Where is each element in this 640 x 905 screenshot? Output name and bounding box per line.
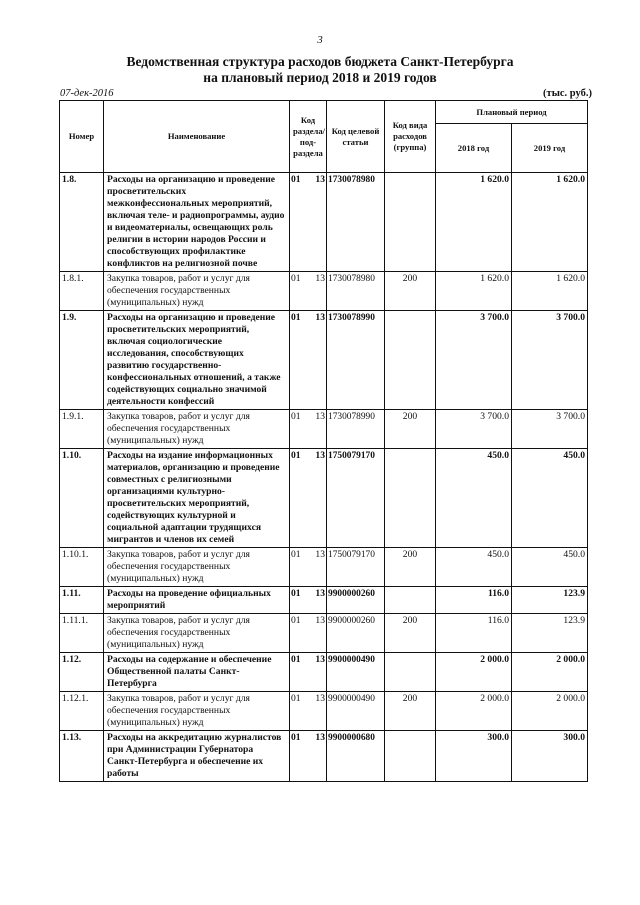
header-number: Номер: [60, 101, 104, 173]
row-csr-code: 1730078980: [327, 272, 385, 311]
row-csr-code: 9900000260: [327, 614, 385, 653]
row-vr-code: 200: [385, 410, 436, 449]
row-name: Расходы на организацию и проведение просветительских мероприятий, включая социологические исследования, способствующих развитию государственно-конфессиональных отношений, а также содействующих социально значимой деятельности конфессий: [104, 311, 290, 410]
document-title: [0, 54, 640, 86]
row-razdel: [290, 731, 327, 782]
row-name: Закупка товаров, работ и услуг для обеспечения государственных (муниципальных) нужд: [104, 692, 290, 731]
row-amount-2019: 123.9: [512, 614, 588, 653]
row-razdel: [290, 548, 327, 587]
row-name: Расходы на организацию и проведение просветительских межконфессиональных мероприятий, включая теле- и радиопрограммы, аудио и видеоматериалы, освещающих роль религии в истории народов России и способствующих профилактике конфликтов на религиозной почве: [104, 173, 290, 272]
razdel-codes: [291, 174, 325, 186]
podrazdel-code: 13: [315, 654, 325, 665]
row-csr-code: 1730078990: [327, 410, 385, 449]
table-row-sub: [60, 272, 588, 311]
table-row-main: [60, 587, 588, 614]
row-csr-code: 1750079170: [327, 449, 385, 548]
row-vr-code: 200: [385, 614, 436, 653]
razdel-code: 01: [291, 693, 301, 704]
row-amount-2019: 1 620.0: [512, 272, 588, 311]
header-vr: Код вида расходов (группа): [385, 101, 436, 173]
row-number: 1.9.1.: [60, 410, 104, 449]
header-2019: 2019 год: [512, 124, 588, 173]
document-date: 07-дек-2016: [60, 88, 114, 99]
row-number: 1.12.1.: [60, 692, 104, 731]
row-amount-2018: 3 700.0: [436, 311, 512, 410]
podrazdel-code: 13: [315, 693, 325, 704]
row-number: 1.10.: [60, 449, 104, 548]
header-csr: Код целевой статьи: [327, 101, 385, 173]
table-row-main: [60, 653, 588, 692]
row-amount-2019: 2 000.0: [512, 692, 588, 731]
row-amount-2019: 2 000.0: [512, 653, 588, 692]
table-row-sub: [60, 614, 588, 653]
razdel-code: 01: [291, 273, 301, 284]
row-amount-2018: 116.0: [436, 614, 512, 653]
header-2018: 2018 год: [436, 124, 512, 173]
row-vr-code: [385, 449, 436, 548]
row-razdel: [290, 653, 327, 692]
table-row-main: [60, 449, 588, 548]
razdel-code: 01: [291, 312, 301, 323]
table-body: [60, 173, 588, 782]
units-label: (тыс. руб.): [543, 88, 592, 99]
podrazdel-code: 13: [315, 549, 325, 560]
row-razdel: [290, 692, 327, 731]
row-amount-2018: 116.0: [436, 587, 512, 614]
table-row-main: [60, 173, 588, 272]
row-csr-code: 1730078980: [327, 173, 385, 272]
row-amount-2019: 3 700.0: [512, 410, 588, 449]
row-vr-code: 200: [385, 272, 436, 311]
row-vr-code: 200: [385, 692, 436, 731]
title-line-2: на плановый период 2018 и 2019 годов: [203, 70, 437, 85]
header-razdel: Код раздела/ под-раздела: [290, 101, 327, 173]
row-name: Расходы на проведение официальных мероприятий: [104, 587, 290, 614]
row-vr-code: [385, 173, 436, 272]
header-plan-period: Плановый период: [436, 101, 588, 124]
row-amount-2018: 300.0: [436, 731, 512, 782]
budget-table: [59, 100, 588, 782]
row-number: 1.11.: [60, 587, 104, 614]
row-vr-code: 200: [385, 548, 436, 587]
header-name: Наименование: [104, 101, 290, 173]
podrazdel-code: 13: [315, 588, 325, 599]
razdel-codes: [291, 732, 325, 744]
page-number: 3: [317, 34, 323, 46]
razdel-code: 01: [291, 174, 301, 185]
row-name: Закупка товаров, работ и услуг для обеспечения государственных (муниципальных) нужд: [104, 548, 290, 587]
row-number: 1.8.1.: [60, 272, 104, 311]
row-razdel: [290, 614, 327, 653]
razdel-code: 01: [291, 588, 301, 599]
row-amount-2018: 450.0: [436, 548, 512, 587]
row-razdel: [290, 449, 327, 548]
row-vr-code: [385, 731, 436, 782]
row-razdel: [290, 173, 327, 272]
razdel-code: 01: [291, 732, 301, 743]
row-amount-2019: 450.0: [512, 449, 588, 548]
row-number: 1.13.: [60, 731, 104, 782]
razdel-codes: [291, 273, 325, 285]
razdel-code: 01: [291, 450, 301, 461]
row-csr-code: 9900000490: [327, 692, 385, 731]
row-number: 1.9.: [60, 311, 104, 410]
row-amount-2018: 1 620.0: [436, 272, 512, 311]
title-line-1: Ведомственная структура расходов бюджета Санкт-Петербурга: [126, 54, 514, 69]
razdel-codes: [291, 450, 325, 462]
row-amount-2018: 450.0: [436, 449, 512, 548]
podrazdel-code: 13: [315, 411, 325, 422]
row-amount-2018: 2 000.0: [436, 692, 512, 731]
podrazdel-code: 13: [315, 732, 325, 743]
row-number: 1.10.1.: [60, 548, 104, 587]
razdel-code: 01: [291, 549, 301, 560]
row-amount-2019: 1 620.0: [512, 173, 588, 272]
row-csr-code: 9900000260: [327, 587, 385, 614]
row-amount-2018: 3 700.0: [436, 410, 512, 449]
row-amount-2019: 450.0: [512, 548, 588, 587]
row-csr-code: 1730078990: [327, 311, 385, 410]
row-name: Расходы на аккредитацию журналистов при Администрации Губернатора Санкт-Петербурга и обеспечение их работы: [104, 731, 290, 782]
razdel-codes: [291, 615, 325, 627]
row-csr-code: 1750079170: [327, 548, 385, 587]
row-number: 1.12.: [60, 653, 104, 692]
row-number: 1.8.: [60, 173, 104, 272]
row-vr-code: [385, 311, 436, 410]
row-vr-code: [385, 653, 436, 692]
row-name: Расходы на издание информационных материалов, организацию и проведение совместных с религиозными организациями культурно-просветительских мероприятий, содействующих культурной и социальной адаптации трудящихся мигрантов и членов их семей: [104, 449, 290, 548]
table-row-main: [60, 311, 588, 410]
row-vr-code: [385, 587, 436, 614]
razdel-codes: [291, 588, 325, 600]
row-amount-2018: 1 620.0: [436, 173, 512, 272]
razdel-codes: [291, 693, 325, 705]
row-amount-2019: 300.0: [512, 731, 588, 782]
razdel-codes: [291, 654, 325, 666]
razdel-codes: [291, 312, 325, 324]
razdel-codes: [291, 411, 325, 423]
row-name: Закупка товаров, работ и услуг для обеспечения государственных (муниципальных) нужд: [104, 272, 290, 311]
row-csr-code: 9900000680: [327, 731, 385, 782]
row-razdel: [290, 410, 327, 449]
row-amount-2019: 3 700.0: [512, 311, 588, 410]
row-razdel: [290, 272, 327, 311]
podrazdel-code: 13: [315, 273, 325, 284]
table-row-sub: [60, 548, 588, 587]
row-csr-code: 9900000490: [327, 653, 385, 692]
razdel-code: 01: [291, 615, 301, 626]
razdel-code: 01: [291, 654, 301, 665]
podrazdel-code: 13: [315, 174, 325, 185]
podrazdel-code: 13: [315, 312, 325, 323]
row-amount-2018: 2 000.0: [436, 653, 512, 692]
row-number: 1.11.1.: [60, 614, 104, 653]
table-row-main: [60, 731, 588, 782]
row-razdel: [290, 587, 327, 614]
row-razdel: [290, 311, 327, 410]
podrazdel-code: 13: [315, 450, 325, 461]
razdel-codes: [291, 549, 325, 561]
row-name: Расходы на содержание и обеспечение Общественной палаты Санкт-Петербурга: [104, 653, 290, 692]
podrazdel-code: 13: [315, 615, 325, 626]
row-amount-2019: 123.9: [512, 587, 588, 614]
razdel-code: 01: [291, 411, 301, 422]
table-row-sub: [60, 692, 588, 731]
row-name: Закупка товаров, работ и услуг для обеспечения государственных (муниципальных) нужд: [104, 410, 290, 449]
row-name: Закупка товаров, работ и услуг для обеспечения государственных (муниципальных) нужд: [104, 614, 290, 653]
table-row-sub: [60, 410, 588, 449]
